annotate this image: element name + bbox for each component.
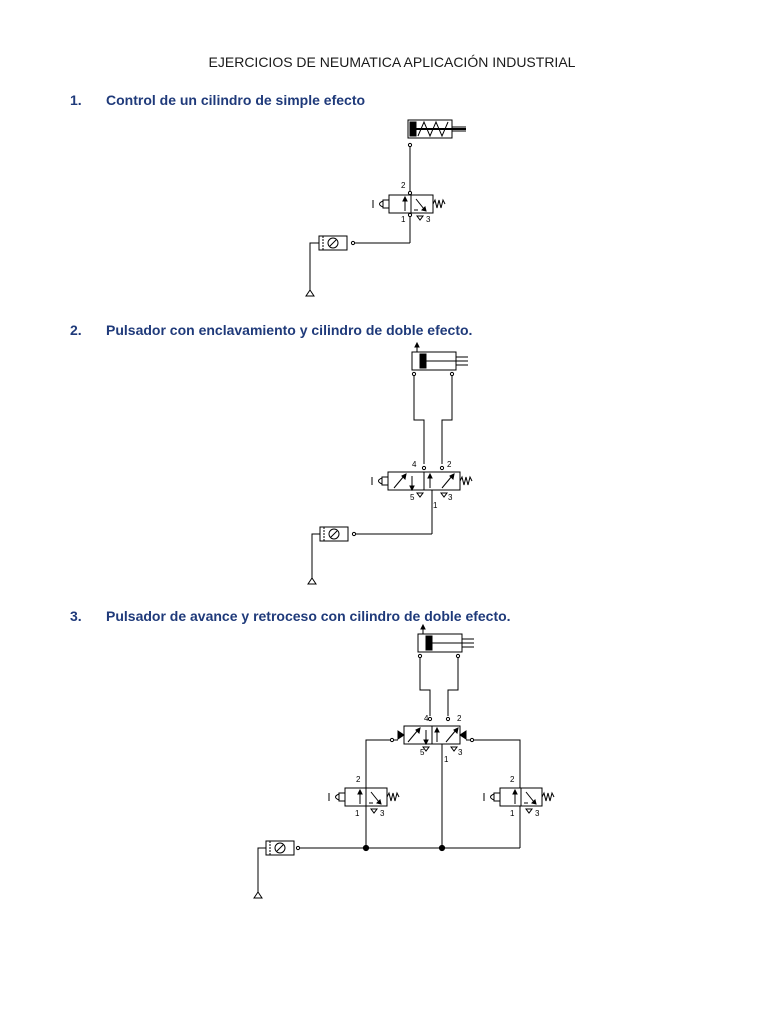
diagram-1-port-1: 1 <box>401 215 406 224</box>
diagram-3-port-5: 5 <box>420 748 425 757</box>
diagram-2-port-5: 5 <box>410 493 415 502</box>
exercise-3-title: Pulsador de avance y retroceso con cilindro de doble efecto. <box>106 608 511 624</box>
diagram-2-latching-circuit <box>308 343 472 584</box>
service-unit <box>320 527 356 541</box>
diagram-2-port-2: 2 <box>447 460 452 469</box>
service-unit <box>266 841 300 855</box>
valve-5-2-latching <box>372 472 472 497</box>
valve-3-2-right-push-button <box>484 788 554 813</box>
diagram-3-port-2: 2 <box>457 714 462 723</box>
air-supply-icon <box>306 290 314 296</box>
single-acting-cylinder <box>408 120 466 138</box>
diagram-1-port-3: 3 <box>426 215 431 224</box>
diagram-3-port-1: 1 <box>444 755 449 764</box>
air-supply-icon <box>254 892 262 898</box>
diagram-1-single-acting-circuit <box>306 120 466 296</box>
exercise-2-title: Pulsador con enclavamiento y cilindro de doble efecto. <box>106 322 473 338</box>
valve-3-2-left-push-button <box>329 788 399 813</box>
diagram-2-port-3: 3 <box>448 493 453 502</box>
diagram-3-left-port-2: 2 <box>356 775 361 784</box>
exercise-2-number: 2. <box>70 322 82 338</box>
exercise-1-title: Control de un cilindro de simple efecto <box>106 92 366 108</box>
service-unit <box>319 236 355 250</box>
exercise-1-number: 1. <box>70 92 82 108</box>
diagram-3-forward-return-circuit <box>254 625 554 898</box>
diagram-3-left-port-3: 3 <box>380 809 385 818</box>
exercise-3-number: 3. <box>70 608 82 624</box>
diagram-3-right-port-2: 2 <box>510 775 515 784</box>
valve-5-2-pilot-operated <box>398 726 466 751</box>
air-supply-icon <box>308 578 316 584</box>
diagram-2-port-4: 4 <box>412 460 417 469</box>
diagram-3-right-port-1: 1 <box>510 809 515 818</box>
diagram-3-left-port-1: 1 <box>355 809 360 818</box>
double-acting-cylinder <box>418 625 474 652</box>
diagram-3-right-port-3: 3 <box>535 809 540 818</box>
double-acting-cylinder <box>412 343 468 370</box>
diagram-2-port-1: 1 <box>433 501 438 510</box>
diagram-1-port-2: 2 <box>401 181 406 190</box>
diagram-3-port-4: 4 <box>424 714 429 723</box>
diagram-3-port-3: 3 <box>458 748 463 757</box>
document-title: EJERCICIOS DE NEUMATICA APLICACIÓN INDUSTRIAL <box>208 54 576 70</box>
